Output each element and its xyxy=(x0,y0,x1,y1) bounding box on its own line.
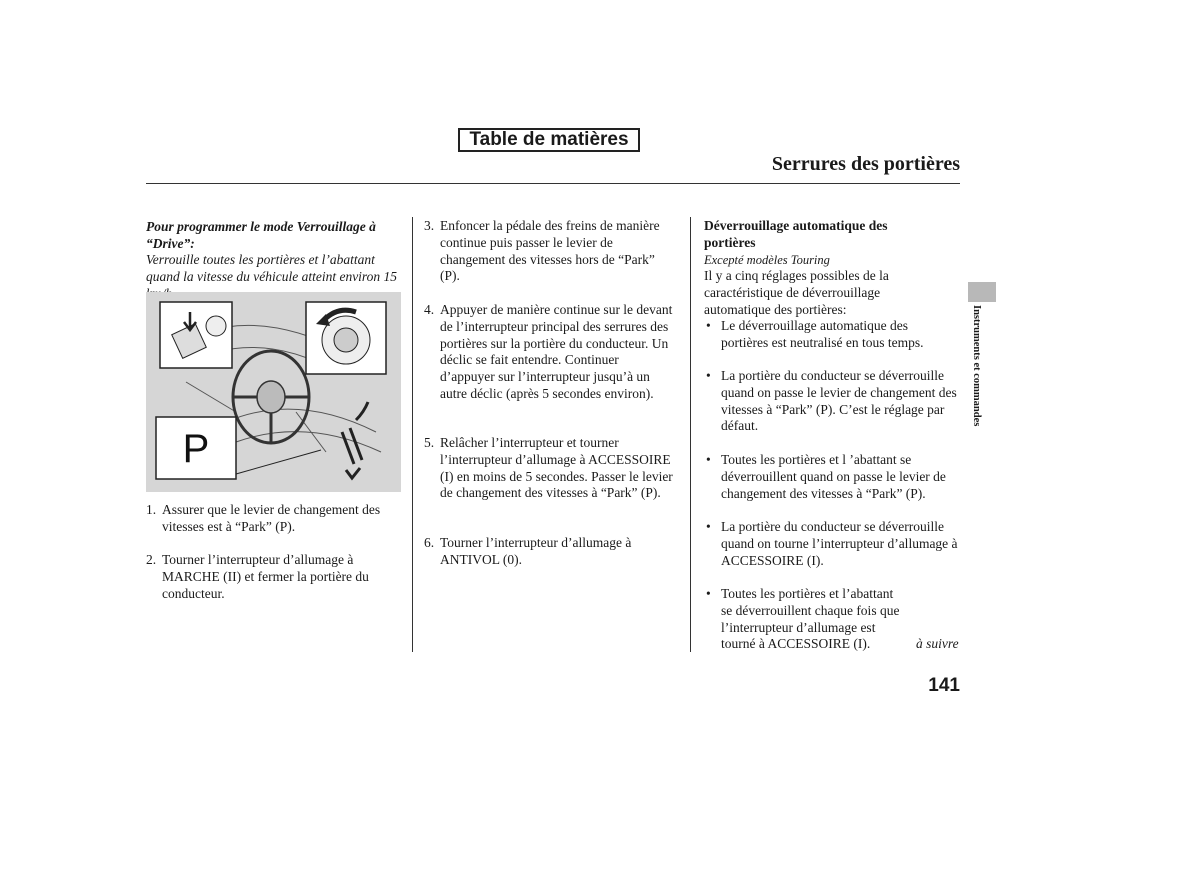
bullet-text: La portière du conducteur se déverrouille quand on passe le levier de changement des vitesses à “Park” (P). C’est le réglage par défaut. xyxy=(721,368,957,434)
steering-wheel-icon xyxy=(233,351,309,443)
column-divider-1 xyxy=(412,217,413,652)
section-heading: Déverrouillage automatique des portières xyxy=(704,218,888,250)
step-number: 4. xyxy=(424,302,435,317)
list-item-bullet-4 xyxy=(706,519,958,569)
list-item-step-5 xyxy=(424,435,676,502)
list-item-step-1 xyxy=(146,502,396,536)
section-intro: Il y a cinq réglages possibles de la caractéristique de déverrouillage automatique des portières: xyxy=(704,268,889,317)
bullet-dot: • xyxy=(706,318,711,333)
list-item-step-3 xyxy=(424,218,676,285)
page-title: Serrures des portières xyxy=(771,153,960,175)
section-tab-label: Instruments et commandes xyxy=(971,305,982,427)
step-text: Assurer que le levier de changement des vitesses est à “Park” (P). xyxy=(162,502,381,534)
step-text: Tourner l’interrupteur d’allumage à ANTIVOL (0). xyxy=(440,535,632,567)
step-text: Appuyer de manière continue sur le devant de l’interrupteur principal des serrures des portières sur la portière du conducteur. Un déclic se fait entendre. Continuer d’appuyer sur l’interrupteur jusqu’à un autre déclic (après 5 secondes environ). xyxy=(440,302,673,401)
park-gear-label: P xyxy=(182,427,210,471)
bullet-text: Toutes les portières et l ’abattant se déverrouillent quand on passe le levier de changement des vitesses à “Park” (P). xyxy=(721,452,946,501)
intro-heading: Pour programmer le mode Verrouillage à “Drive”: xyxy=(146,219,376,251)
list-item-bullet-5 xyxy=(706,586,906,653)
step-number: 5. xyxy=(424,435,435,450)
list-item-bullet-1 xyxy=(706,318,958,352)
ignition-inset xyxy=(306,302,386,374)
door-switch-inset xyxy=(160,302,232,368)
step-text: Relâcher l’interrupteur et tourner l’interrupteur d’allumage à ACCESSOIRE (I) en moins de 5 secondes. Passer le levier de changement des vitesses à “Park” (P). xyxy=(440,435,673,501)
list-item-step-2 xyxy=(146,552,396,602)
door-lock-illustration xyxy=(146,292,401,492)
intro-text: Verrouille toutes les portières et l’abattant quand la vitesse du véhicule atteint environ 15 xyxy=(146,252,398,284)
bullet-dot: • xyxy=(706,452,711,467)
step-number: 3. xyxy=(424,218,435,233)
bullet-text: Le déverrouillage automatique des portières est neutralisé en tous temps. xyxy=(721,318,924,350)
step-text: Tourner l’interrupteur d’allumage à MARCHE (II) et fermer la portière du conducteur. xyxy=(162,552,369,601)
step-number: 1. xyxy=(146,502,157,517)
illustration-drawing xyxy=(146,292,401,492)
table-of-contents-button[interactable]: Table de matières xyxy=(458,128,640,152)
section-tab[interactable] xyxy=(968,282,996,302)
step-number: 2. xyxy=(146,552,157,567)
bullet-dot: • xyxy=(706,586,711,601)
list-item-step-6 xyxy=(424,535,676,569)
bullet-dot: • xyxy=(706,368,711,383)
page-number: 141 xyxy=(928,675,960,696)
bullet-text: Toutes les portières et l’abattant se déverrouillent chaque fois que l’interrupteur d’allumage est tourné à ACCESSOIRE (I). xyxy=(721,586,900,652)
bullet-dot: • xyxy=(706,519,711,534)
step-number: 6. xyxy=(424,535,435,550)
bullet-text: La portière du conducteur se déverrouille quand on tourne l’interrupteur d’allumage à ACCESSOIRE (I). xyxy=(721,519,958,568)
list-item-step-4 xyxy=(424,302,676,403)
park-leader-line xyxy=(236,450,321,474)
list-item-bullet-2 xyxy=(706,368,958,435)
list-item-bullet-3 xyxy=(706,452,958,502)
step-text: Enfoncer la pédale des freins de manière continue puis passer le levier de changement des vitesses hors de “Park” (P). xyxy=(440,218,660,284)
header-divider xyxy=(146,183,960,184)
section-subheading: Excepté modèles Touring xyxy=(704,253,830,267)
continued-label: à suivre xyxy=(916,636,959,651)
gear-lever-arrows xyxy=(342,402,368,478)
column-divider-2 xyxy=(690,217,691,652)
